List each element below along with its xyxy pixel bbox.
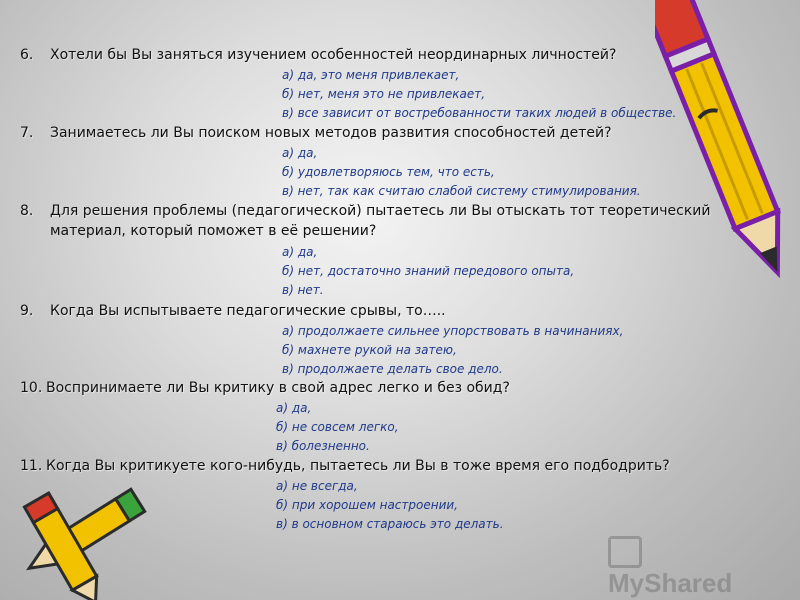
question-8 xyxy=(20,201,711,221)
question-number: 9. xyxy=(20,303,34,319)
answer-6c: в) все зависит от востребованности таких людей в обществе. xyxy=(282,106,677,120)
answer-9b: б) махнете рукой на затею, xyxy=(282,343,457,357)
answer-11c: в) в основном стараюсь это делать. xyxy=(276,517,504,531)
question-11 xyxy=(20,456,670,476)
answer-10b: б) не совсем легко, xyxy=(276,420,399,434)
answer-9c: в) продолжаете делать свое дело. xyxy=(282,362,503,376)
answer-7b: б) удовлетворяюсь тем, что есть, xyxy=(282,165,495,179)
answer-10c: в) болезненно. xyxy=(276,439,370,453)
question-7 xyxy=(20,123,612,143)
question-10 xyxy=(20,378,510,398)
question-text: Для решения проблемы (педагогической) пытаетесь ли Вы отыскать тот теоретический xyxy=(50,203,711,219)
question-number: 7. xyxy=(20,125,34,141)
answer-7c: в) нет, так как считаю слабой систему стимулирования. xyxy=(282,184,641,198)
question-text: Занимаетесь ли Вы поиском новых методов развития способностей детей? xyxy=(50,125,612,141)
answer-7a: а) да, xyxy=(282,146,318,160)
question-number: 11. xyxy=(20,458,43,474)
question-6 xyxy=(20,45,616,65)
question-number: 8. xyxy=(20,203,34,219)
answer-8c: в) нет. xyxy=(282,283,324,297)
watermark-text: MyShared xyxy=(608,568,733,599)
watermark-logo xyxy=(608,535,768,599)
answer-8a: а) да, xyxy=(282,245,318,259)
pencils-icon xyxy=(0,480,160,600)
answer-8b: б) нет, достаточно знаний передового опыта, xyxy=(282,264,575,278)
answer-11b: б) при хорошем настроении, xyxy=(276,498,458,512)
question-number: 10. xyxy=(20,380,43,396)
answer-10a: а) да, xyxy=(276,401,312,415)
question-text: Когда Вы критикуете кого-нибудь, пытаетесь ли Вы в тоже время его подбодрить? xyxy=(46,458,670,474)
logo-icon xyxy=(608,536,642,568)
pencil-icon xyxy=(655,0,800,300)
answer-6b: б) нет, меня это не привлекает, xyxy=(282,87,486,101)
question-text: Хотели бы Вы заняться изучением особенностей неординарных личностей? xyxy=(50,47,617,63)
answer-9a: а) продолжаете сильнее упорствовать в начинаниях, xyxy=(282,324,624,338)
question-number: 6. xyxy=(20,47,34,63)
answer-6a: а) да, это меня привлекает, xyxy=(282,68,460,82)
question-text: Когда Вы испытываете педагогические срывы, то….. xyxy=(50,303,446,319)
question-9 xyxy=(20,301,446,321)
question-text: Воспринимаете ли Вы критику в свой адрес легко и без обид? xyxy=(46,380,510,396)
question-8-continued: материал, который поможет в её решении? xyxy=(50,223,377,239)
answer-11a: а) не всегда, xyxy=(276,479,358,493)
